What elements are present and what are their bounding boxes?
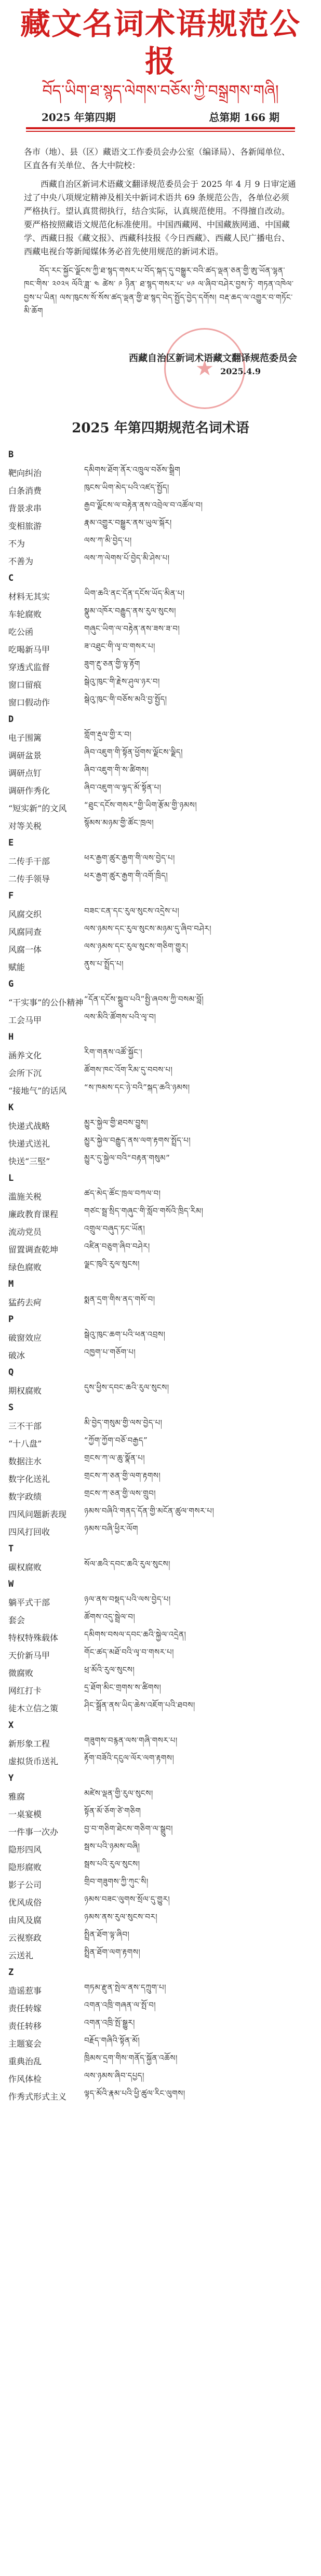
notice-addressee: 各市（地）、县（区）藏语文工作委员会办公室（编译局）、各新闻单位、区直各有关单位、各大中院校： [24,147,290,170]
term-chinese: 流动党员 [8,1226,42,1237]
term-row [8,534,300,552]
term-chinese: “干实事”的公仆精神 [8,997,84,1007]
notice-text-tibetan: བོད་རང་སྐྱོང་ལྗོངས་ཀྱི་ཐ་སྙད་གསར་པ་བོད་སྐད་དུ་བསྒྱུར་བའི་ཚད་ལྡན་ཅན་གྱི་ཨུ་ཡོན་ལྷན་ཁང་གིས་ ༢༠༢༥ ལོའི་ཟླ་ ༤ ཚེས་ ༩ ཉིན་ ཐ་སྙད་གསར་པ་ ༦༩ ལ་ཞིབ་བཤེར་བྱས་ཏེ་ གཏན་འཁེལ་བྱས་པ་ཡིན། ལས་ཁུངས་སོ་སོས་ཚད་ལྡན་གྱི་ཐ་སྙད་བེད་སྤྱོད་བྱེད་དགོས། བརྡ་ཆད་ལ་འགྱུར་བ་གཏོང་མི་ཆོག [24,266,294,316]
term-tibetan: ཕར་རྒྱག་ཚུར་རྒྱག་གི་འགོ་ཁྲིད། [84,871,168,880]
term-tibetan: འཁྱག་པ་གཅོག་པ། [84,1347,136,1357]
term-chinese: 一件事一次办 [8,1827,59,1837]
term-row [8,622,300,640]
term-tibetan: འགན་འཁྲི་གཞན་ལ་སྤོ་བ། [84,2000,156,2010]
term-chinese: 快递式战略 [8,1121,50,1131]
term-chinese: 工会马甲 [8,1015,42,1025]
term-row [8,1893,300,1911]
term-row [8,2087,300,2105]
term-row [8,1011,300,1028]
term-chinese: 主题宴会 [8,2038,42,2049]
term-chinese: 对等关税 [8,821,42,831]
term-tibetan: གྲངས་ཀ་ཅན་གྱི་ལས་གྲུབ། [84,1489,156,1498]
term-chinese: 吃公函 [8,626,34,637]
term-row [8,587,300,605]
term-row [8,905,300,922]
term-row [8,1946,300,1964]
term-tibetan: འཛིན་བཅུག་ཞིབ་བཤེར། [84,1242,150,1251]
term-chinese: 碳权腐败 [8,1562,42,1572]
term-row [8,1646,300,1664]
term-row [8,1240,300,1258]
term-row [8,1558,300,1575]
term-row [8,1911,300,1928]
term-chinese: 特权特殊载体 [8,1632,59,1643]
term-chinese: 涵养文化 [8,1050,42,1060]
term-row [8,993,300,1011]
term-row [8,1222,300,1240]
term-tibetan: སྒེའུ་ཁུང་གི་རྗེས་ཤུལ་ཉར་བ། [84,677,160,686]
term-chinese: 隐形四风 [8,1844,42,1855]
term-chinese: 作风体检 [8,2074,42,2084]
masthead [0,0,321,132]
term-chinese: 由风及腐 [8,1915,42,1925]
term-tibetan: གློག་རྡུལ་གྱི་ར་བ། [84,730,132,739]
term-chinese: 车轮腐败 [8,609,42,619]
term-row [8,1116,300,1134]
term-chinese: 破窗效应 [8,1332,42,1343]
term-row [8,1293,300,1311]
term-chinese: 穿透式监督 [8,662,50,672]
term-row [8,1981,300,1999]
term-chinese: 风腐一体 [8,944,42,955]
term-tibetan: ལས་ཉམས་ཞིབ་དཔྱད། [84,2071,144,2080]
term-chinese: 影子公司 [8,1879,42,1890]
term-tibetan: ཚོགས་འདུ་སྦྲེལ་བ། [84,1612,136,1621]
term-tibetan: ཤིང་སྒྲོན་ནས་ཡིད་ཆེས་འཇོག་པའི་ཐབས། [84,1700,195,1710]
term-chinese: 责任转嫁 [8,2003,42,2013]
term-row [8,799,300,816]
term-chinese: 不善为 [8,556,34,566]
term-chinese: 材料无其实 [8,591,50,602]
term-chinese: 会所下沉 [8,1068,42,1078]
term-tibetan: ཉམས་ནས་རུལ་སུངས་བར། [84,1912,158,1921]
term-row [8,1734,300,1752]
issuing-organization: 西藏自治区新词术语藏文翻译规范委员会 [129,353,297,364]
term-tibetan: ཉམས་བཞི་ཕྱིར་ལོག [84,1524,138,1533]
term-chinese: 天价新马甲 [8,1650,50,1660]
term-row [8,1522,300,1540]
term-tibetan: འགན་འཁྲི་སྤོ་སྒྱུར། [84,2018,135,2027]
term-row [8,1840,300,1858]
term-tibetan: རིག་གནས་འཚོ་སྐྱོང་། [84,1047,142,1057]
term-chinese: 电子围篱 [8,732,42,743]
term-chinese: 数字化送礼 [8,1474,50,1484]
term-row [8,1134,300,1152]
term-row [8,1487,300,1505]
term-chinese: 四风打回收 [8,1526,50,1537]
category-letter: X [8,1720,14,1730]
term-tibetan: མཛེས་ལྡན་གྱི་རུལ་སུངས། [84,1789,153,1798]
term-chinese: 二传手领导 [8,874,50,884]
term-tibetan: དྲ་ཐོག་མིང་གྲགས་ས་ཚིགས། [84,1683,162,1692]
term-chinese: 微腐败 [8,1668,34,1678]
term-row [8,1628,300,1646]
term-tibetan: ལྗང་ཁུའི་རུལ་སུངས། [84,1259,140,1269]
term-chinese: 躺平式干部 [8,1597,50,1607]
term-tibetan: ཕར་རྒྱག་ཚུར་རྒྱག་གི་ལས་བྱེད་པ། [84,853,175,863]
term-tibetan: གཙང་སྦྲ་སྲིད་གཞུང་གི་སློབ་གསོའི་ཁྲིད་རིམ། [84,1206,204,1216]
term-tibetan: ཟུག་རྔུ་ཅན་གྱི་ལྟ་རྟོག [84,659,140,669]
term-tibetan: ནུས་པ་སྤྲོད་པ། [84,959,124,969]
term-tibetan: ཁྲིམས་དྲག་གིས་གནོད་སྐྱོན་འཆོས། [84,2053,178,2063]
term-tibetan: ལས་ཉམས་དང་རུལ་སུངས་གཅིག་གྱུར། [84,942,189,951]
term-chinese: 三不干部 [8,1421,42,1431]
term-tibetan: མྱུར་དུ་སྐྱེལ་བའི“བརྟན་གསུམ” [84,1153,170,1163]
term-tibetan: ཞིབ་འཇུག་གི་ས་ཚིགས། [84,765,149,774]
term-row [8,958,300,975]
term-chinese: “接地气”的话风 [8,1085,67,1096]
term-chinese: 廉政教育课程 [8,1209,59,1219]
term-row [8,1699,300,1716]
term-chinese: 调研作秀化 [8,785,50,796]
term-chinese: 滥施关税 [8,1191,42,1202]
term-chinese: 雅腐 [8,1791,25,1802]
term-row [8,816,300,834]
term-chinese: 快送“三堅” [8,1156,50,1166]
term-chinese: 云送礼 [8,1950,34,1960]
term-row [8,640,300,658]
term-row [8,1681,300,1699]
term-row [8,2034,300,2052]
term-row [8,1664,300,1681]
category-letter: Z [8,1967,14,1978]
term-chinese: 徒木立信之策 [8,1703,59,1713]
category-letter: T [8,1544,14,1554]
term-tibetan: རྣམ་འགྱུར་བསྒྱུར་ནས་ཡུལ་སྐོར། [84,518,172,527]
term-chinese: 赋能 [8,962,25,972]
category-letter: D [8,714,14,725]
term-row [8,1593,300,1611]
term-row [8,1611,300,1628]
term-row [8,675,300,693]
term-tibetan: ལས་ཀ་མི་བྱེད་པ། [84,536,132,545]
term-tibetan: ཚད་མེད་ཚོང་ཁྲལ་བཀལ་བ། [84,1189,161,1198]
term-row [8,1999,300,2016]
term-tibetan: “ས་ཁམས་དང་ཉེ་བའི”སྐད་ཆའི་ཉམས། [84,1083,190,1092]
term-row [8,1328,300,1346]
category-letter: H [8,1032,14,1042]
term-tibetan: དམིགས་བསལ་དབང་ཆའི་སྐྱེལ་འདྲེན། [84,1630,186,1639]
term-row [8,1416,300,1434]
term-row [8,516,300,534]
term-tibetan: གོང་ཚད་མཐོ་བའི་ལྭ་བ་གསར་པ། [84,1647,175,1657]
term-tibetan: “ཀྱོག་ཀྱོག་བཅོ་བརྒྱད” [84,1436,148,1445]
category-letter: W [8,1579,14,1589]
term-row [8,481,300,499]
term-tibetan: གཟུགས་བརྙན་ལས་གཞི་གསར་པ། [84,1736,178,1745]
term-tibetan: “ཐུང་དངོས་གསར”གྱི་ཡིག་རྩོམ་གྱི་ཉམས། [84,800,197,810]
term-chinese: 留置调查乾坤 [8,1244,59,1255]
term-tibetan: ཁུངས་ཡིག་མེད་པའི་འཛད་སྤྱོད། [84,483,169,492]
term-tibetan: བརྗོད་གཞིའི་སྟོན་མོ། [84,2036,140,2045]
term-chinese: 变相旅游 [8,521,42,531]
term-row [8,1346,300,1364]
term-chinese: 风腐同查 [8,926,42,937]
category-letter: G [8,979,14,989]
term-tibetan: ཟ་འཐུང་གི་ལྭ་བ་གསར་པ། [84,642,155,651]
category-letter: Y [8,1773,14,1783]
term-tibetan: སྣུམ་འཁོར་བརྒྱུད་ནས་རུལ་སུངས། [84,606,176,616]
total-issue-number: 总第期 166 期 [209,111,279,124]
term-tibetan: སྦས་པའི་རུལ་སུངས། [84,1859,140,1869]
category-letter: K [8,1102,14,1113]
issue-row [42,109,279,124]
term-tibetan: ཉལ་ནས་བསྡད་པའི་ལས་བྱེད་པ། [84,1594,171,1604]
term-row [8,852,300,869]
term-chinese: 数字政绩 [8,1491,42,1502]
term-row [8,1505,300,1522]
term-chinese: 造谣惹事 [8,1985,42,1996]
term-row [8,781,300,799]
term-tibetan: ཉམས་བཟང་ལུགས་སྲོལ་དུ་གྱུར། [84,1894,170,1904]
term-chinese: 二传手干部 [8,856,50,866]
term-tibetan: གྲངས་ཀ་ཅན་གྱི་ལག་རྟགས། [84,1471,161,1480]
term-row [8,940,300,958]
term-tibetan: གྲངས་ཀ་ལ་ཆུ་སྣོན་པ། [84,1453,145,1463]
term-tibetan: ལས་མིའི་ཚོགས་པའི་ལྭ་བ། [84,1012,156,1021]
term-tibetan: གྲིབ་གཟུགས་ཀྱི་ཀུང་སི། [84,1877,149,1886]
term-chinese: 优风成俗 [8,1897,42,1907]
signature-block [24,328,297,401]
term-tibetan: དམིགས་ཐོག་ནོར་འཁྲུལ་བཅོས་སྒྲིག [84,465,181,474]
term-chinese: 数据注水 [8,1456,42,1466]
term-chinese: 白条消费 [8,485,42,496]
term-chinese: 绿色腐败 [8,1262,42,1272]
term-chinese: “短实新”的文风 [8,803,67,813]
term-tibetan: ལས་ཉམས་དང་རུལ་སུངས་མཉམ་དུ་ཞིབ་བཤེར། [84,924,211,933]
term-row [8,728,300,746]
term-row [8,1381,300,1399]
term-chinese: 重典治乱 [8,2056,42,2066]
term-tibetan: ལས་ཀ་ལེགས་པོ་བྱེད་མི་ཤེས་པ། [84,553,170,563]
term-row [8,869,300,887]
term-chinese: 四风问题新表现 [8,1509,67,1519]
term-list-title: 2025 年第四期规范名词术语 [72,420,249,436]
red-divider [26,127,295,129]
term-row [8,1858,300,1875]
term-row [8,1787,300,1805]
term-tibetan: མྱུར་སྐྱེལ་བརྒྱུད་ནས་ལག་རྟགས་སྤྲོད་པ། [84,1136,191,1145]
term-row [8,1064,300,1081]
term-tibetan: སྨན་དྲག་གིས་ནད་གསོ་བ། [84,1294,155,1304]
term-tibetan: རྟོག་བཟོའི་དངུལ་ལོར་ལག་རྟགས། [84,1753,175,1763]
term-tibetan: སྒེའུ་ཁུང་གི་བཅོས་མའི་བྱ་སྤྱོད། [84,694,167,704]
term-tibetan: གཏམ་རྫུན་སྤེལ་ནས་དཀྲུག་པ། [84,1983,166,1992]
term-tibetan: ཞིབ་འཇུག་གི་སྟོན་ཕྱོགས་ལྗོངས་ལྗིད། [84,747,183,757]
term-row [8,1046,300,1064]
term-tibetan: མི་བྱེད་གསུམ་གྱི་ལས་བྱེད་པ། [84,1418,163,1427]
term-chinese: 网红打卡 [8,1685,42,1696]
term-tibetan: ཕྲ་མོའི་རུལ་སུངས། [84,1665,135,1674]
term-tibetan: ཡིག་ཆའི་ནང་དོན་དངོས་ཡོད་མིན་པ། [84,589,185,598]
term-row [8,1452,300,1469]
term-tibetan: སྦས་པའི་ཉམས་བཞི། [84,1842,140,1851]
term-row [8,1152,300,1169]
term-chinese: 作秀式形式主义 [8,2091,67,2102]
bulletin-title-tibetan: བོད་ཡིག་ཐ་སྙད་ལེགས་བཅོས་ཀྱི་བསྒྲགས་གཞི། [42,82,279,100]
term-chinese: 窗口留痕 [8,679,42,690]
term-chinese: 不为 [8,538,25,549]
category-letter: Q [8,1367,14,1378]
category-letter: C [8,573,14,583]
term-tibetan: བྱ་བ་གཅིག་ཐེངས་གཅིག་ལ་སྒྲུབ། [84,1824,173,1833]
term-row [8,1258,300,1275]
term-chinese: 隐形腐败 [8,1862,42,1872]
term-row [8,1469,300,1487]
term-tibetan: དུས་ཕྱིས་དབང་ཆའི་རུལ་སུངས། [84,1383,169,1392]
term-row [8,1081,300,1099]
term-tibetan: ལྟད་མོའི་རྣམ་པའི་ཕྱི་ཚུལ་རིང་ལུགས། [84,2089,185,2098]
term-tibetan: མྱུར་སྐྱེལ་གྱི་ཐབས་བྱུས། [84,1118,149,1127]
term-row [8,605,300,622]
term-tibetan: རྒྱབ་ལྗོངས་ལ་བརྟེན་ནས་འབྲེལ་བ་འཚོལ་བ། [84,500,203,510]
term-row [8,1187,300,1205]
term-chinese: 吃喝新马甲 [8,644,50,655]
term-chinese: 一桌宴模 [8,1809,42,1819]
term-row [8,922,300,940]
term-row [8,1752,300,1769]
issue-number: 2025 年第四期 [42,111,116,124]
term-row [8,693,300,711]
term-row [8,1822,300,1840]
term-tibetan: ཚོགས་ཁང་འོག་རིམ་དུ་བབས་པ། [84,1065,173,1074]
term-tibetan: འགྲུལ་བཞུད་ཏང་ཡོན། [84,1224,145,1233]
term-chinese: 快递式送礼 [8,1138,50,1149]
term-row [8,499,300,516]
term-chinese: 破冰 [8,1350,25,1360]
term-list [0,446,321,2105]
term-row [8,1928,300,1946]
term-tibetan: གཞུང་ཡིག་ལ་བརྟེན་ནས་ཟས་ཟ་བ། [84,624,180,633]
term-row [8,1805,300,1822]
term-tibetan: ཞིབ་འཇུག་ལ་ལྟད་མོ་སྟོན་པ། [84,783,162,792]
category-letter: F [8,891,14,901]
notice-body [0,132,321,318]
term-tibetan: སྒེའུ་ཁུང་ཆག་པའི་ཕན་འབྲས། [84,1330,166,1339]
category-letter: P [8,1314,14,1325]
term-chinese: 云视察政 [8,1932,42,1943]
term-row [8,746,300,764]
term-row [8,552,300,569]
term-chinese: 套会 [8,1615,25,1625]
term-row [8,1434,300,1452]
bulletin-title: 藏文名词术语规范公报 [20,6,301,79]
term-row [8,1205,300,1222]
term-row [8,2016,300,2034]
term-row [8,464,300,481]
term-tibetan: “དོན་དངོས་སྒྲུབ་པའི”སྤྱི་ཞབས་ཀྱི་བསམ་བློ། [84,994,204,1004]
term-tibetan: བཟང་ངན་དང་རུལ་སུངས་འདྲེས་པ། [84,906,180,916]
term-row [8,658,300,675]
term-chinese: 窗口假动作 [8,697,50,707]
term-row [8,764,300,781]
term-tibetan: ཉམས་བཞིའི་གནད་དོན་གྱི་མངོན་ཚུལ་གསར་པ། [84,1506,215,1516]
term-tibetan: སོལ་ཆའི་དབང་ཆའི་རུལ་སུངས། [84,1559,170,1569]
term-chinese: 靶向纠治 [8,468,42,478]
term-chinese: 调研点钉 [8,768,42,778]
term-chinese: 背景求串 [8,503,42,513]
category-letter: M [8,1279,14,1289]
term-row [8,2069,300,2087]
term-row [8,1875,300,1893]
category-letter: B [8,449,14,460]
issue-date: 2025.4.9 [220,366,261,376]
term-chinese: 虚拟货币送礼 [8,1756,59,1766]
term-row [8,2052,300,2069]
term-chinese: 猛药去疴 [8,1297,42,1307]
term-chinese: 调研盆景 [8,750,42,760]
term-tibetan: སྟོན་མོ་ཅོག་ཙེ་གཅིག [84,1806,141,1816]
term-tibetan: སྙོམས་མཉམ་གྱི་ཚོང་ཁྲལ། [84,818,154,827]
term-chinese: 新形象工程 [8,1738,50,1749]
term-chinese: “十八盘” [8,1438,42,1449]
term-tibetan: སྤྲིན་ཐོག་ལྟ་ཞིབ། [84,1930,130,1939]
category-letter: L [8,1173,14,1183]
category-letter: S [8,1402,14,1413]
term-chinese: 责任转移 [8,2021,42,2031]
term-chinese: 风腐交织 [8,909,42,919]
notice-text-cn: 西藏自治区新词术语藏文翻译规范委员会于 2025 年 4 月 9 日审定通过了中央八项规定精神及相关中新词术语共 69 条规范公告，各单位必须严格执行。望认真贯彻执行，结合实际，认真规范使用。不得擅自改动。要严格按照藏语文规范化标准使用。中国西藏网、中国藏族网通、中国藏学、西藏日报《藏文报》、西藏科技报《今日西藏》、西藏人民广播电台、西藏电视台等新闻媒体务必首先使用规范的新词术语。 [24,179,296,256]
term-tibetan: སྤྲིན་ཐོག་ལག་རྟགས། [84,1947,141,1957]
term-chinese: 期权腐败 [8,1385,42,1396]
category-letter: E [8,838,14,848]
